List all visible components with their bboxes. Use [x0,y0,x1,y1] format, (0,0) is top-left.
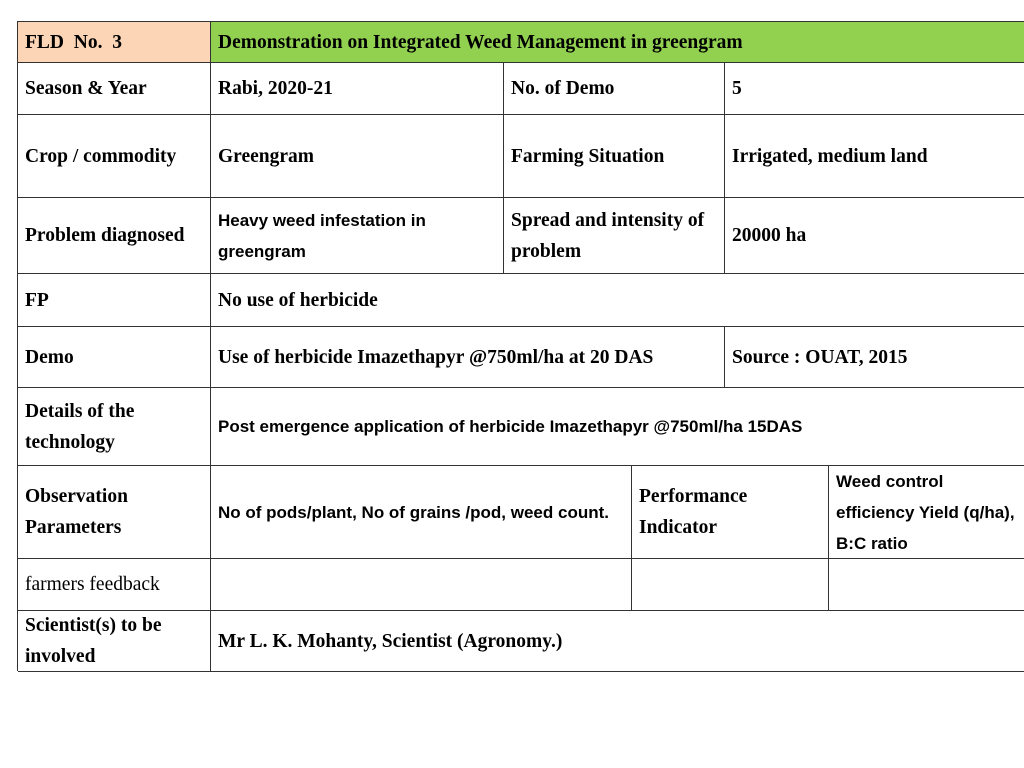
observation-value: No of pods/plant, No of grains /pod, weed count. [218,502,609,522]
technology-value-cell [211,388,1024,466]
technology-label-cell [18,388,211,466]
feedback-value-cell [211,559,632,611]
situation-label: Farming Situation [511,145,665,167]
scientist-value-cell [211,611,1024,672]
fp-label: FP [25,289,49,311]
feedback-label-cell [18,559,211,611]
demo-count-label: No. of Demo [511,78,615,99]
crop-label: Crop / commodity [25,145,177,167]
indicator-value-cell [829,466,1024,559]
problem-value: Heavy weed infestation in greengram [218,210,426,261]
demo-value: Use of herbicide Imazethapyr @750ml/ha at 20 DAS [218,346,654,368]
indicator-value: Weed control efficiency Yield (q/ha), B:C ratio [836,471,1015,553]
observation-label: Observation Parameters [25,486,128,538]
season-label-cell [18,63,211,115]
problem-label-cell [18,198,211,274]
season-value-cell [211,63,504,115]
demo-source-cell [725,327,1024,388]
fld-title-cell [211,22,1024,63]
season-label: Season & Year [25,78,147,99]
situation-value-cell [725,115,1024,198]
demo-source: Source : OUAT, 2015 [732,346,908,368]
problem-label: Problem diagnosed [25,225,185,246]
crop-label-cell [18,115,211,198]
fld-number: FLD No. 3 [25,31,122,53]
scientist-label: Scientist(s) to be involved [25,615,162,667]
demo-count-value: 5 [732,78,742,99]
crop-value: Greengram [218,145,315,167]
demo-count-label-cell [504,63,725,115]
spread-value-cell [725,198,1024,274]
feedback-indicator-cell [632,559,829,611]
spread-label: Spread and intensity of problem [511,209,705,262]
observation-value-cell [211,466,632,559]
fld-number-cell [18,22,211,63]
spread-value: 20000 ha [732,225,807,246]
situation-label-cell [504,115,725,198]
fp-value: No use of herbicide [218,289,378,311]
indicator-label: Performance Indicator [639,486,748,538]
fp-label-cell [18,274,211,327]
demo-label: Demo [25,346,74,368]
demo-count-value-cell [725,63,1024,115]
observation-label-cell [18,466,211,559]
season-value: Rabi, 2020-21 [218,78,333,99]
fld-title: Demonstration on Integrated Weed Management in greengram [218,31,743,53]
feedback-extra-cell [829,559,1024,611]
fp-value-cell [211,274,1024,327]
demo-value-cell [211,327,725,388]
spread-label-cell [504,198,725,274]
crop-value-cell [211,115,504,198]
technology-label: Details of the technology [25,400,135,453]
problem-value-cell [211,198,504,274]
technology-value: Post emergence application of herbicide Imazethapyr @750ml/ha 15DAS [218,417,803,436]
scientist-value: Mr L. K. Mohanty, Scientist (Agronomy.) [218,630,563,652]
scientist-label-cell [18,611,211,672]
indicator-label-cell [632,466,829,559]
fld-table [17,21,1024,671]
demo-label-cell [18,327,211,388]
situation-value: Irrigated, medium land [732,145,928,167]
feedback-label: farmers feedback [25,574,160,595]
